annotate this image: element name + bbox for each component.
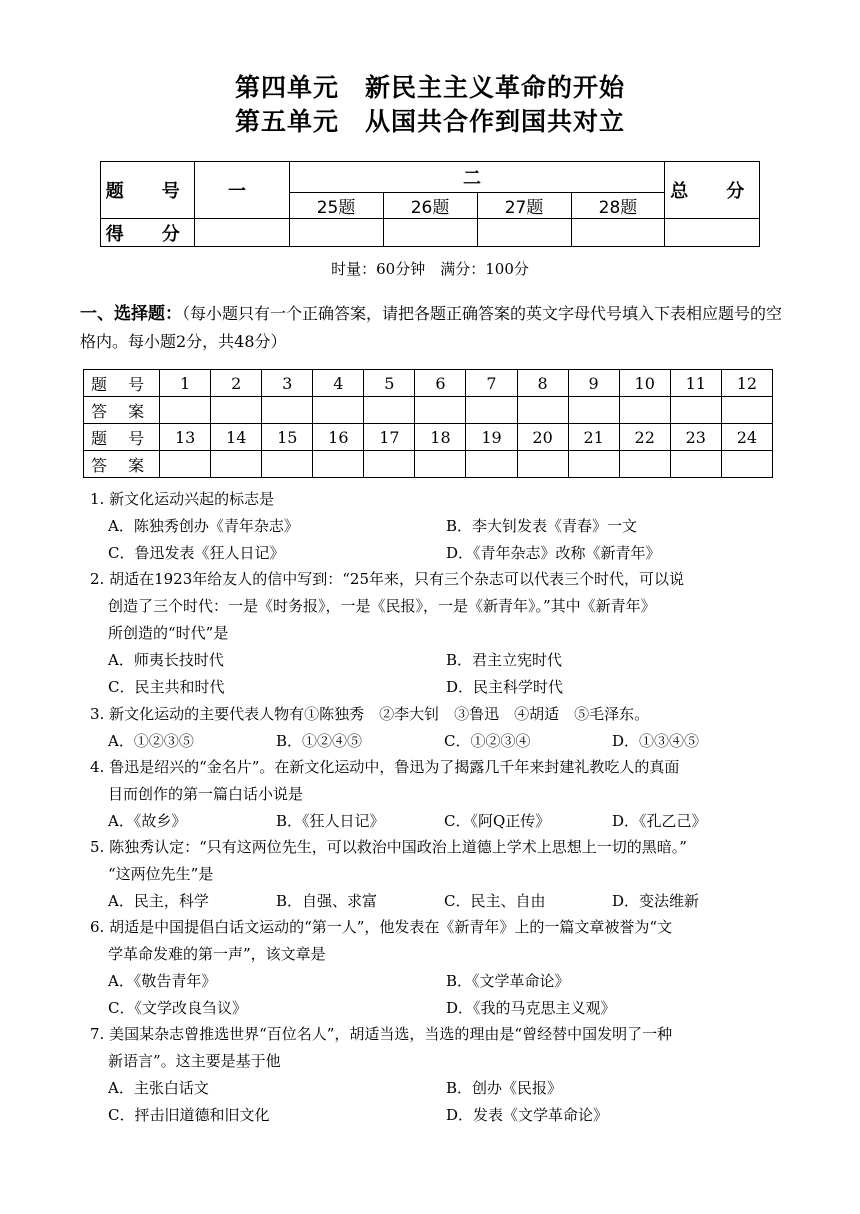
question-number-cell: 9 — [568, 370, 619, 397]
option[interactable]: B．《狂人日记》 — [276, 812, 385, 830]
option[interactable]: D．发表《文学革命论》 — [446, 1106, 609, 1124]
option[interactable]: A．《敬告青年》 — [108, 972, 217, 990]
option[interactable]: B．创办《民报》 — [446, 1079, 563, 1097]
option[interactable]: C．民主共和时代 — [108, 678, 225, 696]
score-header-label: 题 号 — [101, 162, 195, 219]
option[interactable]: C．抨击旧道德和旧文化 — [108, 1106, 270, 1124]
stem-line: 6. 胡适是中国提倡白话文运动的“第一人”，他发表在《新青年》上的一篇文章被誉为“文 — [90, 918, 673, 936]
question-number-cell: 21 — [568, 424, 619, 451]
question-5-options — [108, 888, 788, 915]
option[interactable]: C．①②③④ — [444, 732, 531, 750]
stem-line: 新语言”。这主要是基于他 — [108, 1052, 281, 1070]
stem-line: 5. 陈独秀认定：“只有这两位先生，可以救治中国政治上道德上学术上思想上一切的黑暗。” — [90, 838, 687, 856]
answer-label: 答 案 — [84, 451, 160, 478]
question-number-cell: 13 — [160, 424, 211, 451]
answer-cell[interactable] — [466, 397, 517, 424]
answer-table-body — [84, 370, 773, 478]
question-number-cell: 22 — [619, 424, 670, 451]
option[interactable]: D．民主科学时代 — [446, 678, 564, 696]
question-number-cell: 23 — [670, 424, 721, 451]
option[interactable]: B．自强、求富 — [276, 892, 378, 910]
question-number-cell: 8 — [517, 370, 568, 397]
answer-row-label: 题 号 — [84, 370, 160, 397]
part-two-header: 二 — [289, 162, 665, 193]
answer-cell[interactable] — [364, 451, 415, 478]
option[interactable]: B．李大钊发表《青春》一文 — [446, 517, 638, 535]
answer-cell[interactable] — [364, 397, 415, 424]
answer-cell[interactable] — [211, 451, 262, 478]
section-one-heading — [80, 300, 790, 356]
answer-cell[interactable] — [313, 451, 364, 478]
option[interactable]: A．师夷长技时代 — [108, 651, 224, 669]
question-6-stem — [90, 914, 790, 968]
answer-cell[interactable] — [466, 451, 517, 478]
stem-line: 学革命发难的第一声”，该文章是 — [108, 945, 326, 963]
answer-cell[interactable] — [160, 451, 211, 478]
answer-cell[interactable] — [517, 397, 568, 424]
question-number-cell: 24 — [721, 424, 772, 451]
option[interactable]: A．①②③⑤ — [108, 732, 194, 750]
stem-line: “这两位先生”是 — [108, 865, 214, 883]
unit-title-1: 第四单元 新民主主义革命的开始 — [234, 73, 625, 102]
answer-cell[interactable] — [619, 397, 670, 424]
option[interactable]: D．《我的马克思主义观》 — [446, 999, 616, 1017]
question-7-stem — [90, 1021, 790, 1075]
question-2-options-row1 — [108, 647, 788, 674]
answer-cell[interactable] — [160, 397, 211, 424]
section-one-title: 一、选择题： — [80, 304, 182, 324]
score-cell[interactable] — [665, 219, 760, 247]
answer-cell[interactable] — [415, 451, 466, 478]
question-1-options-row2 — [108, 540, 788, 567]
question-number-cell: 17 — [364, 424, 415, 451]
option[interactable]: D．《孔乙己》 — [612, 812, 707, 830]
stem-line: 7. 美国某杂志曾推选世界“百位名人”，胡适当选，当选的理由是“曾经替中国发明了一种 — [90, 1025, 673, 1043]
question-4-options — [108, 808, 788, 835]
option[interactable]: D．变法维新 — [612, 892, 700, 910]
question-2-stem — [90, 566, 790, 647]
part-one-header: 一 — [195, 162, 289, 219]
stem-line: 2. 胡适在1923年给友人的信中写到：“25年来，只有三个杂志可以代表三个时代，可以说 — [90, 570, 685, 588]
question-number-cell: 10 — [619, 370, 670, 397]
option[interactable]: A．陈独秀创办《青年杂志》 — [108, 517, 299, 535]
answer-label: 答 案 — [84, 397, 160, 424]
score-cell[interactable] — [289, 219, 383, 247]
question-number-cell: 2 — [211, 370, 262, 397]
question-number-cell: 18 — [415, 424, 466, 451]
option[interactable]: B．君主立宪时代 — [446, 651, 563, 669]
section-one-instruction: （每小题只有一个正确答案，请把各题正确答案的英文字母代号填入下表相应题号的空格内。每小题2分，共48分） — [80, 304, 783, 351]
question-6-options-row2 — [108, 995, 788, 1022]
answer-cell[interactable] — [415, 397, 466, 424]
question-number-cell: 16 — [313, 424, 364, 451]
unit-title-2: 第五单元 从国共合作到国共对立 — [234, 107, 625, 136]
question-6-options-row1 — [108, 968, 788, 995]
score-cell[interactable] — [195, 219, 289, 247]
q25-header: 25题 — [289, 193, 383, 219]
q27-header: 27题 — [477, 193, 571, 219]
option[interactable]: C．《阿Q正传》 — [444, 812, 551, 830]
option[interactable]: A．民主，科学 — [108, 892, 209, 910]
answer-cell[interactable] — [313, 397, 364, 424]
question-number-cell: 12 — [721, 370, 772, 397]
total-header: 总 分 — [665, 162, 760, 219]
option[interactable]: A．主张白话文 — [108, 1079, 209, 1097]
question-3-stem: 3. 新文化运动的主要代表人物有①陈独秀 ②李大钊 ③鲁迅 ④胡适 ⑤毛泽东。 — [90, 705, 650, 723]
option[interactable]: A．《故乡》 — [108, 812, 187, 830]
question-number-cell: 20 — [517, 424, 568, 451]
answer-cell[interactable] — [568, 397, 619, 424]
answer-cell[interactable] — [211, 397, 262, 424]
answer-cell[interactable] — [262, 451, 313, 478]
option[interactable]: C．民主、自由 — [444, 892, 546, 910]
question-2-options-row2 — [108, 674, 788, 701]
question-7-options-row1 — [108, 1075, 788, 1102]
option[interactable]: D．①③④⑤ — [612, 732, 700, 750]
question-5-stem — [90, 834, 790, 888]
question-number-cell: 11 — [670, 370, 721, 397]
answer-cell[interactable] — [262, 397, 313, 424]
answer-cell[interactable] — [568, 451, 619, 478]
score-table — [100, 161, 760, 247]
question-4-stem — [90, 754, 790, 808]
answer-table — [83, 369, 773, 478]
question-1-options-row1 — [108, 513, 788, 540]
question-number-cell: 4 — [313, 370, 364, 397]
question-1-stem: 1. 新文化运动兴起的标志是 — [90, 490, 275, 508]
q26-header: 26题 — [383, 193, 477, 219]
score-cell[interactable] — [383, 219, 477, 247]
score-row-label: 得 分 — [101, 219, 195, 247]
answer-cell[interactable] — [517, 451, 568, 478]
option[interactable]: D．《青年杂志》改称《新青年》 — [446, 544, 661, 562]
score-cell[interactable] — [571, 219, 665, 247]
answer-cell[interactable] — [721, 397, 772, 424]
exam-info: 时量：60分钟 满分：100分 — [331, 260, 529, 278]
stem-line: 所创造的“时代”是 — [108, 624, 229, 642]
stem-line: 4. 鲁迅是绍兴的“金名片”。在新文化运动中，鲁迅为了揭露几千年来封建礼教吃人的真面 — [90, 758, 680, 776]
question-number-cell: 6 — [415, 370, 466, 397]
answer-cell[interactable] — [670, 397, 721, 424]
question-number-cell: 1 — [160, 370, 211, 397]
question-number-cell: 5 — [364, 370, 415, 397]
score-cell[interactable] — [477, 219, 571, 247]
option[interactable]: B．①②④⑤ — [276, 732, 363, 750]
question-number-cell: 19 — [466, 424, 517, 451]
question-number-cell: 14 — [211, 424, 262, 451]
stem-line: 创造了三个时代：一是《时务报》，一是《民报》，一是《新青年》。”其中《新青年》 — [108, 597, 656, 615]
question-number-cell: 3 — [262, 370, 313, 397]
question-number-cell: 7 — [466, 370, 517, 397]
question-3-options — [108, 728, 788, 755]
answer-row-label: 题 号 — [84, 424, 160, 451]
answer-cell[interactable] — [619, 451, 670, 478]
question-number-cell: 15 — [262, 424, 313, 451]
stem-line: 目而创作的第一篇白话小说是 — [108, 785, 304, 803]
option[interactable]: C．《文学改良刍议》 — [108, 999, 247, 1017]
q28-header: 28题 — [571, 193, 665, 219]
question-7-options-row2 — [108, 1102, 788, 1129]
option[interactable]: B．《文学革命论》 — [446, 972, 570, 990]
answer-cell[interactable] — [670, 451, 721, 478]
answer-cell[interactable] — [721, 451, 772, 478]
option[interactable]: C．鲁迅发表《狂人日记》 — [108, 544, 285, 562]
